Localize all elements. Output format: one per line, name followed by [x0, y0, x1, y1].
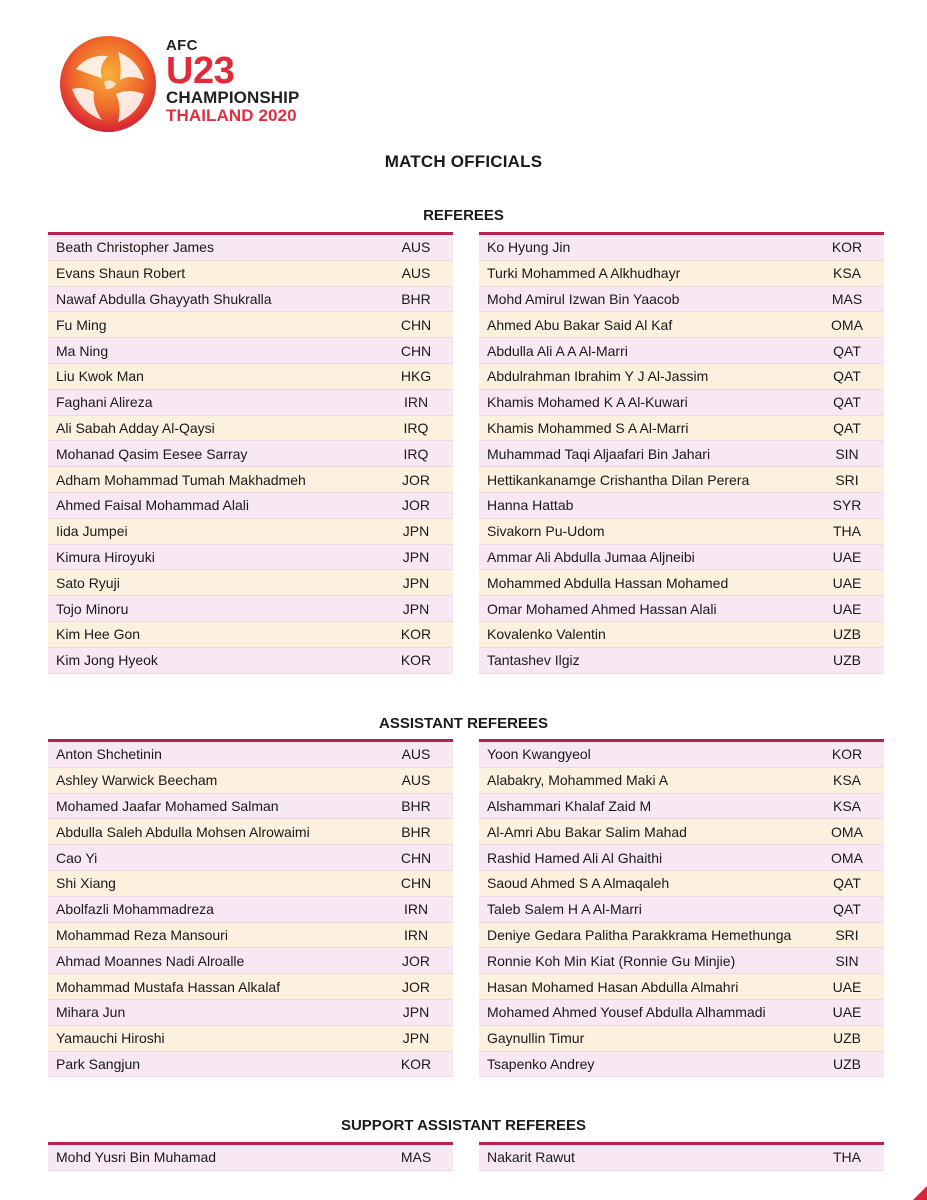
official-name: Mohamed Jaafar Mohamed Salman: [56, 797, 279, 814]
table-row: [48, 1145, 453, 1171]
official-name: Hasan Mohamed Hasan Abdulla Almahri: [487, 978, 739, 995]
country-code: KOR: [400, 1055, 432, 1072]
country-code: IRN: [403, 926, 429, 943]
table-row: [48, 648, 453, 674]
country-code: THA: [833, 523, 861, 540]
table-row: [48, 390, 453, 416]
country-code: KOR: [831, 239, 863, 256]
country-code: KSA: [832, 772, 861, 789]
official-name: Alshammari Khalaf Zaid M: [487, 797, 652, 814]
table-row: [479, 545, 884, 571]
country-code: UZB: [833, 1030, 861, 1047]
table-row: [479, 1145, 884, 1171]
country-code: UAE: [832, 574, 862, 591]
country-code: JOR: [402, 497, 430, 514]
country-code: SYR: [832, 497, 862, 514]
table-row: [48, 519, 453, 545]
official-name: Yamauchi Hiroshi: [56, 1030, 165, 1047]
table-row: [479, 1052, 884, 1078]
country-code: KSA: [832, 797, 861, 814]
official-name: Nakarit Rawut: [487, 1149, 575, 1166]
official-name: Kovalenko Valentin: [487, 626, 606, 643]
country-code: KOR: [831, 746, 863, 763]
official-name: Tojo Minoru: [56, 600, 129, 617]
country-code: IRQ: [403, 445, 429, 462]
official-name: Sivakorn Pu-Udom: [487, 523, 605, 540]
official-name: Abolfazli Mohammadreza: [56, 901, 214, 918]
official-name: Fu Ming: [56, 316, 107, 333]
table-row: [479, 794, 884, 820]
official-name: Ko Hyung Jin: [487, 239, 571, 256]
table-row: [479, 974, 884, 1000]
country-code: UAE: [832, 978, 862, 995]
official-name: Faghani Alireza: [56, 394, 153, 411]
table-row: [479, 622, 884, 648]
country-code: IRN: [403, 394, 429, 411]
official-name: Saoud Ahmed S A Almaqaleh: [487, 875, 670, 892]
official-name: Deniye Gedara Palitha Parakkrama Hemethunga: [487, 926, 792, 943]
table-row: [48, 871, 453, 897]
table-row: [48, 1000, 453, 1026]
table-row: [48, 441, 453, 467]
official-name: Mohd Yusri Bin Muhamad: [56, 1149, 217, 1166]
officials-table-right: [479, 1142, 884, 1171]
table-row: [48, 742, 453, 768]
officials-table-right: [479, 232, 884, 674]
country-code: CHN: [400, 849, 432, 866]
country-code: SIN: [835, 952, 859, 969]
country-code: SRI: [835, 926, 859, 943]
official-name: Ashley Warwick Beecham: [56, 772, 218, 789]
table-row: [479, 948, 884, 974]
table-row: [48, 338, 453, 364]
official-name: Mohamed Ahmed Yousef Abdulla Alhammadi: [487, 1004, 766, 1021]
table-row: [48, 261, 453, 287]
country-code: JPN: [402, 1030, 430, 1047]
table-row: [479, 1026, 884, 1052]
official-name: Ronnie Koh Min Kiat (Ronnie Gu Minjie): [487, 952, 736, 969]
table-row: [479, 819, 884, 845]
country-code: IRQ: [403, 419, 429, 436]
official-name: Adham Mohammad Tumah Makhadmeh: [56, 471, 306, 488]
country-code: BHR: [401, 290, 431, 307]
official-name: Abdulrahman Ibrahim Y J Al-Jassim: [487, 368, 709, 385]
country-code: CHN: [400, 875, 432, 892]
table-row: [479, 570, 884, 596]
country-code: UAE: [832, 600, 862, 617]
country-code: IRN: [403, 901, 429, 918]
country-code: QAT: [833, 901, 861, 918]
table-row: [48, 845, 453, 871]
official-name: Al-Amri Abu Bakar Salim Mahad: [487, 823, 687, 840]
country-code: UZB: [833, 1055, 861, 1072]
table-row: [48, 545, 453, 571]
table-row: [48, 974, 453, 1000]
official-name: Abdulla Saleh Abdulla Mohsen Alrowaimi: [56, 823, 310, 840]
logo-host: THAILAND 2020: [166, 106, 297, 125]
table-row: [479, 467, 884, 493]
table-row: [48, 1052, 453, 1078]
official-name: Liu Kwok Man: [56, 368, 144, 385]
table-row: [479, 261, 884, 287]
corner-decoration: [913, 1186, 927, 1200]
country-code: JOR: [402, 952, 430, 969]
table-row: [479, 897, 884, 923]
country-code: BHR: [401, 797, 431, 814]
official-name: Sato Ryuji: [56, 574, 120, 591]
table-row: [479, 923, 884, 949]
official-name: Mohammed Abdulla Hassan Mohamed: [487, 574, 729, 591]
section-title: SUPPORT ASSISTANT REFEREES: [340, 1117, 587, 1134]
officials-table-left: [48, 232, 453, 674]
country-code: AUS: [401, 265, 431, 282]
official-name: Tantashev Ilgiz: [487, 652, 580, 669]
table-row: [479, 312, 884, 338]
table-row: [48, 287, 453, 313]
official-name: Mohd Amirul Izwan Bin Yaacob: [487, 290, 680, 307]
country-code: KSA: [832, 265, 861, 282]
country-code: JPN: [402, 1004, 430, 1021]
section-title: ASSISTANT REFEREES: [379, 715, 548, 732]
country-code: SIN: [835, 445, 859, 462]
official-name: Hanna Hattab: [487, 497, 574, 514]
page-title: MATCH OFFICIALS: [384, 152, 543, 171]
country-code: OMA: [831, 823, 863, 840]
country-code: JPN: [402, 600, 430, 617]
country-code: AUS: [401, 746, 431, 763]
official-name: Shi Xiang: [56, 875, 116, 892]
officials-table-left: [48, 739, 453, 1077]
football-emblem-icon: [58, 34, 158, 134]
country-code: JPN: [402, 548, 430, 565]
official-name: Cao Yi: [56, 849, 98, 866]
country-code: OMA: [831, 849, 863, 866]
officials-table-right: [479, 739, 884, 1077]
official-name: Mohammad Reza Mansouri: [56, 926, 228, 943]
table-row: [479, 390, 884, 416]
table-row: [48, 416, 453, 442]
official-name: Anton Shchetinin: [56, 746, 162, 763]
country-code: UZB: [833, 652, 861, 669]
table-row: [479, 364, 884, 390]
country-code: UAE: [832, 1004, 862, 1021]
table-row: [479, 416, 884, 442]
official-name: Beath Christopher James: [56, 239, 214, 256]
official-name: Nawaf Abdulla Ghayyath Shukralla: [56, 290, 272, 307]
table-row: [479, 287, 884, 313]
table-row: [479, 519, 884, 545]
table-row: [479, 441, 884, 467]
table-row: [479, 742, 884, 768]
table-row: [48, 768, 453, 794]
official-name: Yoon Kwangyeol: [487, 746, 591, 763]
official-name: Ammar Ali Abdulla Jumaa Aljneibi: [487, 548, 695, 565]
country-code: QAT: [833, 394, 861, 411]
country-code: JOR: [402, 471, 430, 488]
country-code: AUS: [401, 772, 431, 789]
logo-afc: AFC: [166, 37, 198, 54]
official-name: Evans Shaun Robert: [56, 265, 186, 282]
country-code: KOR: [400, 652, 432, 669]
table-row: [48, 923, 453, 949]
logo-championship: CHAMPIONSHIP: [166, 88, 300, 107]
country-code: AUS: [401, 239, 431, 256]
table-row: [48, 235, 453, 261]
official-name: Kimura Hiroyuki: [56, 548, 155, 565]
official-name: Mihara Jun: [56, 1004, 126, 1021]
country-code: JOR: [402, 978, 430, 995]
official-name: Tsapenko Andrey: [487, 1055, 595, 1072]
logo-u23: U23: [166, 50, 235, 92]
official-name: Ma Ning: [56, 342, 109, 359]
official-name: Gaynullin Timur: [487, 1030, 585, 1047]
country-code: UAE: [832, 548, 862, 565]
table-row: [48, 794, 453, 820]
table-row: [48, 897, 453, 923]
official-name: Muhammad Taqi Aljaafari Bin Jahari: [487, 445, 711, 462]
table-row: [479, 1000, 884, 1026]
country-code: CHN: [400, 342, 432, 359]
country-code: THA: [833, 1149, 861, 1166]
country-code: HKG: [400, 368, 432, 385]
officials-table-left: [48, 1142, 453, 1171]
official-name: Ali Sabah Adday Al-Qaysi: [56, 419, 215, 436]
official-name: Khamis Mohammed S A Al-Marri: [487, 419, 689, 436]
table-row: [479, 493, 884, 519]
table-row: [48, 493, 453, 519]
country-code: OMA: [831, 316, 863, 333]
official-name: Ahmad Moannes Nadi Alroalle: [56, 952, 245, 969]
official-name: Abdulla Ali A A Al-Marri: [487, 342, 628, 359]
table-row: [48, 312, 453, 338]
table-row: [479, 871, 884, 897]
table-row: [48, 622, 453, 648]
official-name: Taleb Salem H A Al-Marri: [487, 901, 642, 918]
country-code: UZB: [833, 626, 861, 643]
table-row: [48, 948, 453, 974]
table-row: [48, 570, 453, 596]
official-name: Iida Jumpei: [56, 523, 128, 540]
official-name: Mohanad Qasim Eesee Sarray: [56, 445, 248, 462]
official-name: Khamis Mohamed K A Al-Kuwari: [487, 394, 688, 411]
country-code: QAT: [833, 875, 861, 892]
table-row: [48, 819, 453, 845]
table-row: [479, 648, 884, 674]
country-code: QAT: [833, 368, 861, 385]
official-name: Rashid Hamed Ali Al Ghaithi: [487, 849, 663, 866]
country-code: QAT: [833, 342, 861, 359]
table-row: [479, 845, 884, 871]
country-code: JPN: [402, 574, 430, 591]
country-code: BHR: [401, 823, 431, 840]
country-code: QAT: [833, 419, 861, 436]
table-row: [48, 596, 453, 622]
table-row: [479, 235, 884, 261]
official-name: Kim Hee Gon: [56, 626, 141, 643]
country-code: JPN: [402, 523, 430, 540]
official-name: Ahmed Faisal Mohammad Alali: [56, 497, 249, 514]
section-title: REFEREES: [423, 207, 504, 224]
table-row: [479, 768, 884, 794]
table-row: [48, 364, 453, 390]
official-name: Park Sangjun: [56, 1055, 141, 1072]
country-code: SRI: [835, 471, 859, 488]
official-name: Ahmed Abu Bakar Said Al Kaf: [487, 316, 673, 333]
official-name: Alabakry, Mohammed Maki A: [487, 772, 669, 789]
official-name: Omar Mohamed Ahmed Hassan Alali: [487, 600, 717, 617]
official-name: Kim Jong Hyeok: [56, 652, 158, 669]
table-row: [479, 338, 884, 364]
country-code: MAS: [400, 1149, 432, 1166]
country-code: KOR: [400, 626, 432, 643]
country-code: MAS: [831, 290, 863, 307]
official-name: Mohammad Mustafa Hassan Alkalaf: [56, 978, 281, 995]
official-name: Hettikankanamge Crishantha Dilan Perera: [487, 471, 750, 488]
afc-u23-logo: [58, 34, 328, 134]
country-code: CHN: [400, 316, 432, 333]
table-row: [48, 1026, 453, 1052]
official-name: Turki Mohammed A Alkhudhayr: [487, 265, 681, 282]
table-row: [48, 467, 453, 493]
table-row: [479, 596, 884, 622]
